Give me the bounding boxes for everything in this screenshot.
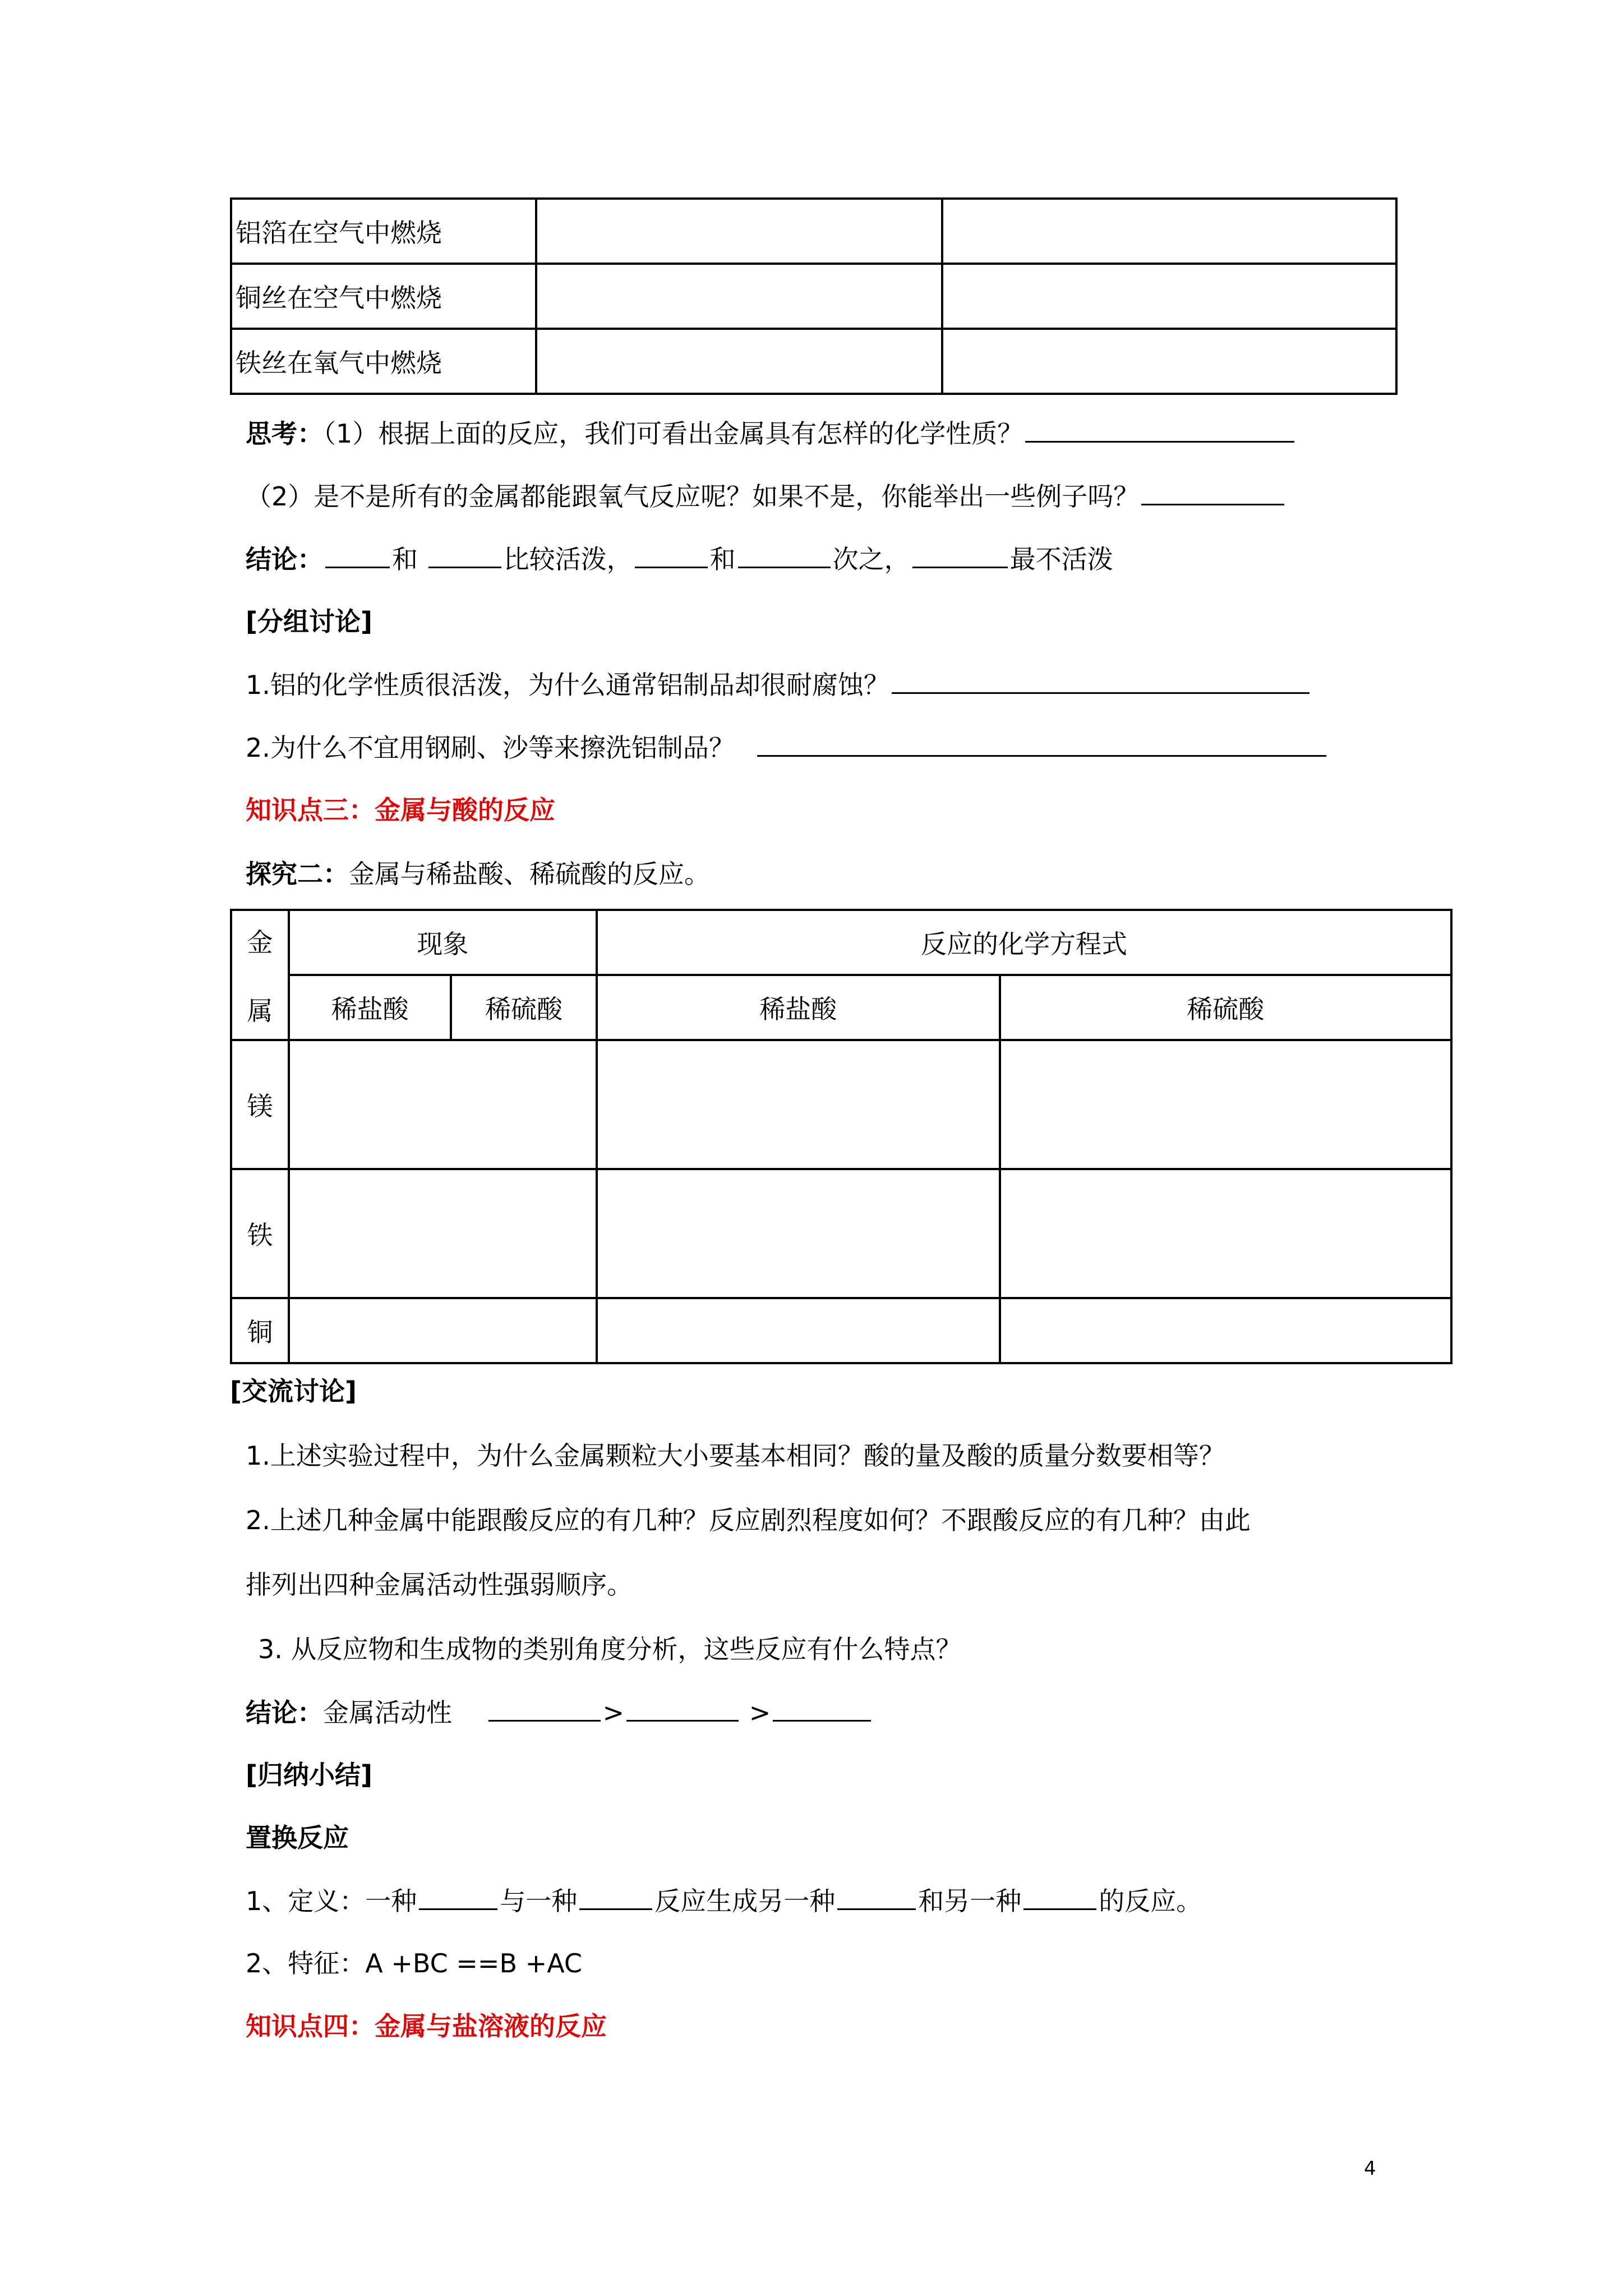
- page-number: 4: [1364, 2157, 1376, 2180]
- exchange-q2b: 排列出四种金属活动性强弱顺序。: [246, 1570, 633, 1600]
- equation-h2so4-header: 稀硫酸: [1000, 975, 1451, 1040]
- reaction-table-oxygen: [230, 197, 1398, 395]
- phenomenon-header: 现象: [289, 910, 597, 975]
- knowledge-point-3: 知识点三：金属与酸的反应: [246, 795, 555, 825]
- group-q1: 1.铝的化学性质很活泼，为什么通常铝制品却很耐腐蚀？: [246, 668, 1312, 702]
- think-q1: 思考：（1）根据上面的反应，我们可看出金属具有怎样的化学性质？: [246, 416, 1297, 450]
- definition-line: 1、定义：一种 与一种 反应生成另一种 和另一种 的反应。: [246, 1884, 1202, 1918]
- phenomenon-hcl-header: 稀盐酸: [289, 975, 451, 1040]
- conclusion-activity-order: 结论：金属活动性 > >: [246, 1695, 873, 1729]
- group-discussion-heading: [分组讨论]: [246, 606, 373, 637]
- row-label-aluminum: 铝箔在空气中燃烧: [231, 199, 536, 264]
- exchange-q2a: 2.上述几种金属中能跟酸反应的有几种？反应剧烈程度如何？不跟酸反应的有几种？由此: [246, 1505, 1251, 1535]
- acid-reaction-table: [230, 909, 1453, 1364]
- row-label-copper: 铜丝在空气中燃烧: [231, 264, 536, 329]
- cell-blank: [942, 329, 1396, 394]
- equation-header: 反应的化学方程式: [597, 910, 1451, 975]
- feature-line: 2、特征：A +BC ==B +AC: [246, 1948, 582, 1978]
- group-q2: 2.为什么不宜用钢刷、沙等来擦洗铝制品？: [246, 730, 1329, 765]
- cell-blank: [536, 264, 942, 329]
- exchange-q1: 1.上述实验过程中，为什么金属颗粒大小要基本相同？酸的量及酸的质量分数要相等？: [246, 1441, 1225, 1471]
- row-label-iron: 铁丝在氧气中燃烧: [231, 329, 536, 394]
- metal-header: 金 属: [231, 910, 289, 1040]
- cell-blank: [942, 199, 1396, 264]
- phenomenon-h2so4-header: 稀硫酸: [451, 975, 597, 1040]
- metal-iron: 铁: [231, 1169, 289, 1298]
- cell-blank: [536, 199, 942, 264]
- replacement-reaction-title: 置换反应: [246, 1823, 349, 1853]
- answer-blank: [1025, 416, 1294, 443]
- explore-2: 探究二：金属与稀盐酸、稀硫酸的反应。: [246, 859, 710, 889]
- exchange-q3: 3. 从反应物和生成物的类别角度分析，这些反应有什么特点？: [258, 1634, 962, 1664]
- conclusion-activity: 结论： 和 比较活泼， 和 次之， 最不活泼: [246, 542, 1113, 576]
- exchange-heading: [交流讨论]: [230, 1376, 357, 1406]
- think-q2: （2）是不是所有的金属都能跟氧气反应呢？如果不是，你能举出一些例子吗？: [246, 479, 1287, 513]
- knowledge-point-4: 知识点四：金属与盐溶液的反应: [246, 2011, 607, 2041]
- answer-blank: [1141, 479, 1284, 505]
- think-label: 思考：: [246, 418, 323, 449]
- cell-blank: [942, 264, 1396, 329]
- cell-blank: [536, 329, 942, 394]
- equation-hcl-header: 稀盐酸: [597, 975, 1000, 1040]
- metal-copper: 铜: [231, 1298, 289, 1363]
- metal-magnesium: 镁: [231, 1040, 289, 1169]
- summary-heading: [归纳小结]: [246, 1760, 373, 1790]
